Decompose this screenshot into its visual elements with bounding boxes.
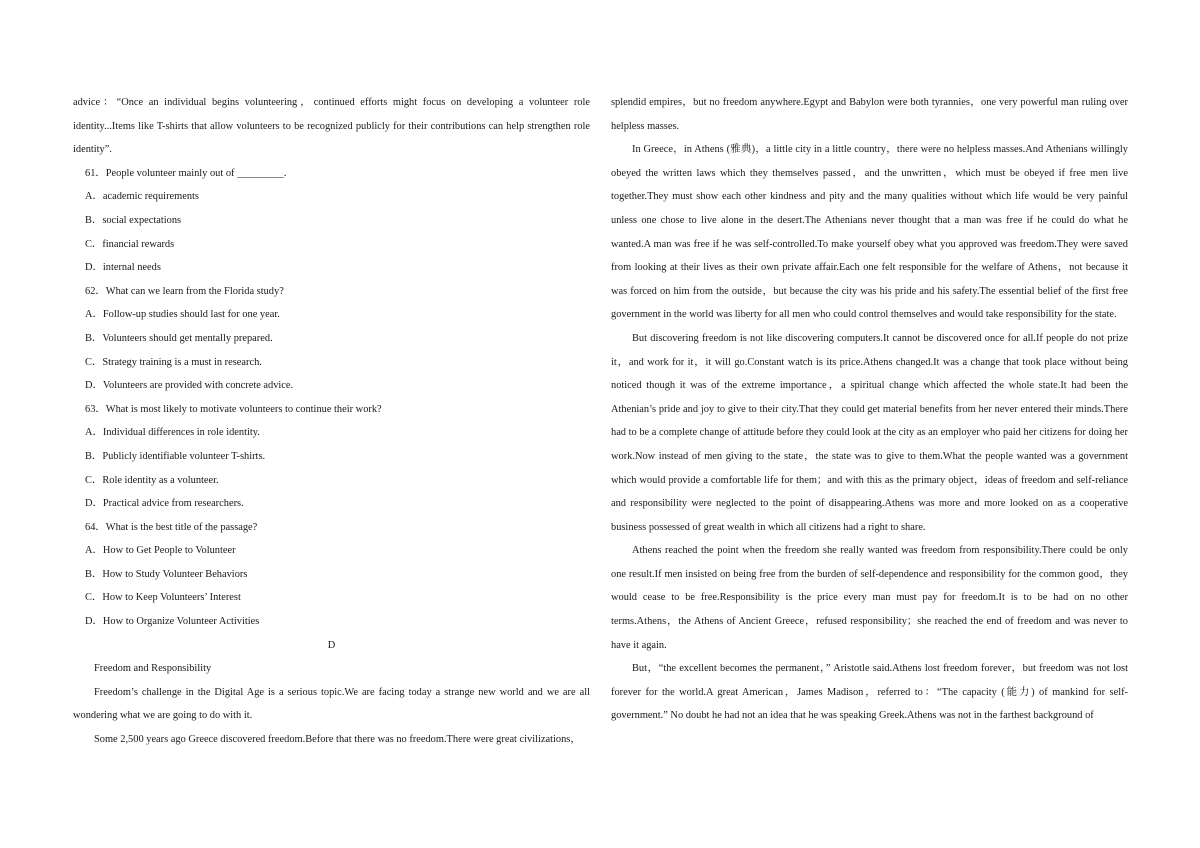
option-62-c: C．Strategy training is a must in research. (85, 356, 262, 368)
paragraph: But，“the excellent becomes the permanent，” Aristotle said.Athens lost freedom forever，but freedom was not lost forever for the world.A great American，James Madison，referred to：“The capacity (能力) of mankind for self-government.” No doubt he had not an idea that he was speaking Greek.Athens was not in the farthest background of (611, 663, 1128, 722)
paragraph: But discovering freedom is not like discovering computers.It cannot be discovered once for all.If people do not prize it，and work for it，it will go.Constant watch is its price.Athens changed.It was a change that took place without being noticed though it was of the extreme importance，a spiritual change which affected the whole state.It had been the Athenian’s pride and joy to give to their city.That they could get material benefits from her never entered their minds.There had to be a complete change of attitude before they could look at the city as an employer who paid her citizens for doing her work.Now instead of men giving to the state，the state was to give to them.What the people wanted was a government which would provide a comfortable life for them；and with this as the primary object，ideas of freedom and self-reliance and responsibility were neglected to the point of disappearing.Athens was more and more looked on as a cooperative business possessed of great wealth in which all citizens had a right to share. (611, 332, 1128, 533)
option-62-a: A．Follow-up studies should last for one year. (85, 309, 280, 321)
paragraph: advice：“Once an individual begins volunteering，continued efforts might focus on developing a volunteer role identity...Items like T-shirts that allow volunteers to be recognized publicly for their contributions can help strengthen role identity”. (73, 97, 590, 156)
option-62-b: B．Volunteers should get mentally prepared. (85, 332, 273, 344)
option-62-d: D．Volunteers are provided with concrete advice. (85, 380, 294, 392)
option-64-b: B．How to Study Volunteer Behaviors (85, 568, 248, 580)
right-column (611, 91, 1128, 728)
option-61-b: B．social expectations (85, 214, 182, 226)
option-61-c: C．financial rewards (85, 238, 175, 250)
option-63-c: C．Role identity as a volunteer. (85, 474, 219, 486)
option-64-c: C．How to Keep Volunteers’ Interest (85, 592, 241, 604)
option-64-d: D．How to Organize Volunteer Activities (85, 616, 260, 628)
question-63: 63．What is most likely to motivate volunteers to continue their work? (85, 403, 382, 415)
option-63-a: A．Individual differences in role identity. (85, 427, 260, 439)
paragraph: In Greece，in Athens (雅典)，a little city in a little country，there were no helpless masses.And Athenians willingly obeyed the written laws which they themselves passed，and the unwritten，which must be obeyed if free men live together.They must show each other kindness and pity and the many qualities without which life would be very painful unless one chose to live alone in the desert.The Athenians never thought that a man was free if he could do what he wanted.A man was free if he was self-controlled.To make yourself obey what you approved was freedom.They were saved from looking at their lives as their own private affair.Each one felt responsible for the welfare of Athens，not because it was forced on him from the outside，but because the city was his pride and his safety.The essential belief of the first free government in the world was liberty for all men who could control themselves and would take responsibility for the state. (611, 144, 1128, 321)
paragraph: splendid empires，but no freedom anywhere.Egypt and Babylon were both tyrannies，one very powerful man ruling over helpless masses. (611, 97, 1128, 132)
question-62: 62．What can we learn from the Florida study? (85, 285, 284, 297)
passage-title: Freedom and Responsibility (94, 663, 212, 675)
option-61-a: A．academic requirements (85, 191, 199, 203)
question-64: 64．What is the best title of the passage? (85, 521, 258, 533)
section-letter: D (327, 639, 336, 651)
paragraph: Freedom’s challenge in the Digital Age is a serious topic.We are facing today a strange new world and we are all wondering what we are going to do with it. (73, 686, 590, 722)
option-64-a: A．How to Get People to Volunteer (85, 545, 236, 557)
question-61: 61．People volunteer mainly out of _________. (85, 167, 287, 179)
paragraph: Athens reached the point when the freedom she really wanted was freedom from responsibility.There could be only one result.If men insisted on being free from the burden of self-dependence and responsibility for the common good，they would cease to be free.Responsibility is the price every man must pay for freedom.It is to be had on no other terms.Athens，the Athens of Ancient Greece，refused responsibility；she reached the end of freedom and was never to have it again. (611, 545, 1128, 651)
option-63-d: D．Practical advice from researchers. (85, 498, 244, 510)
left-column (73, 91, 590, 752)
option-61-d: D．internal needs (85, 262, 161, 274)
paragraph: Some 2,500 years ago Greece discovered freedom.Before that there was no freedom.There were great civilizations， (94, 734, 581, 746)
option-63-b: B．Publicly identifiable volunteer T-shirts. (85, 450, 266, 462)
